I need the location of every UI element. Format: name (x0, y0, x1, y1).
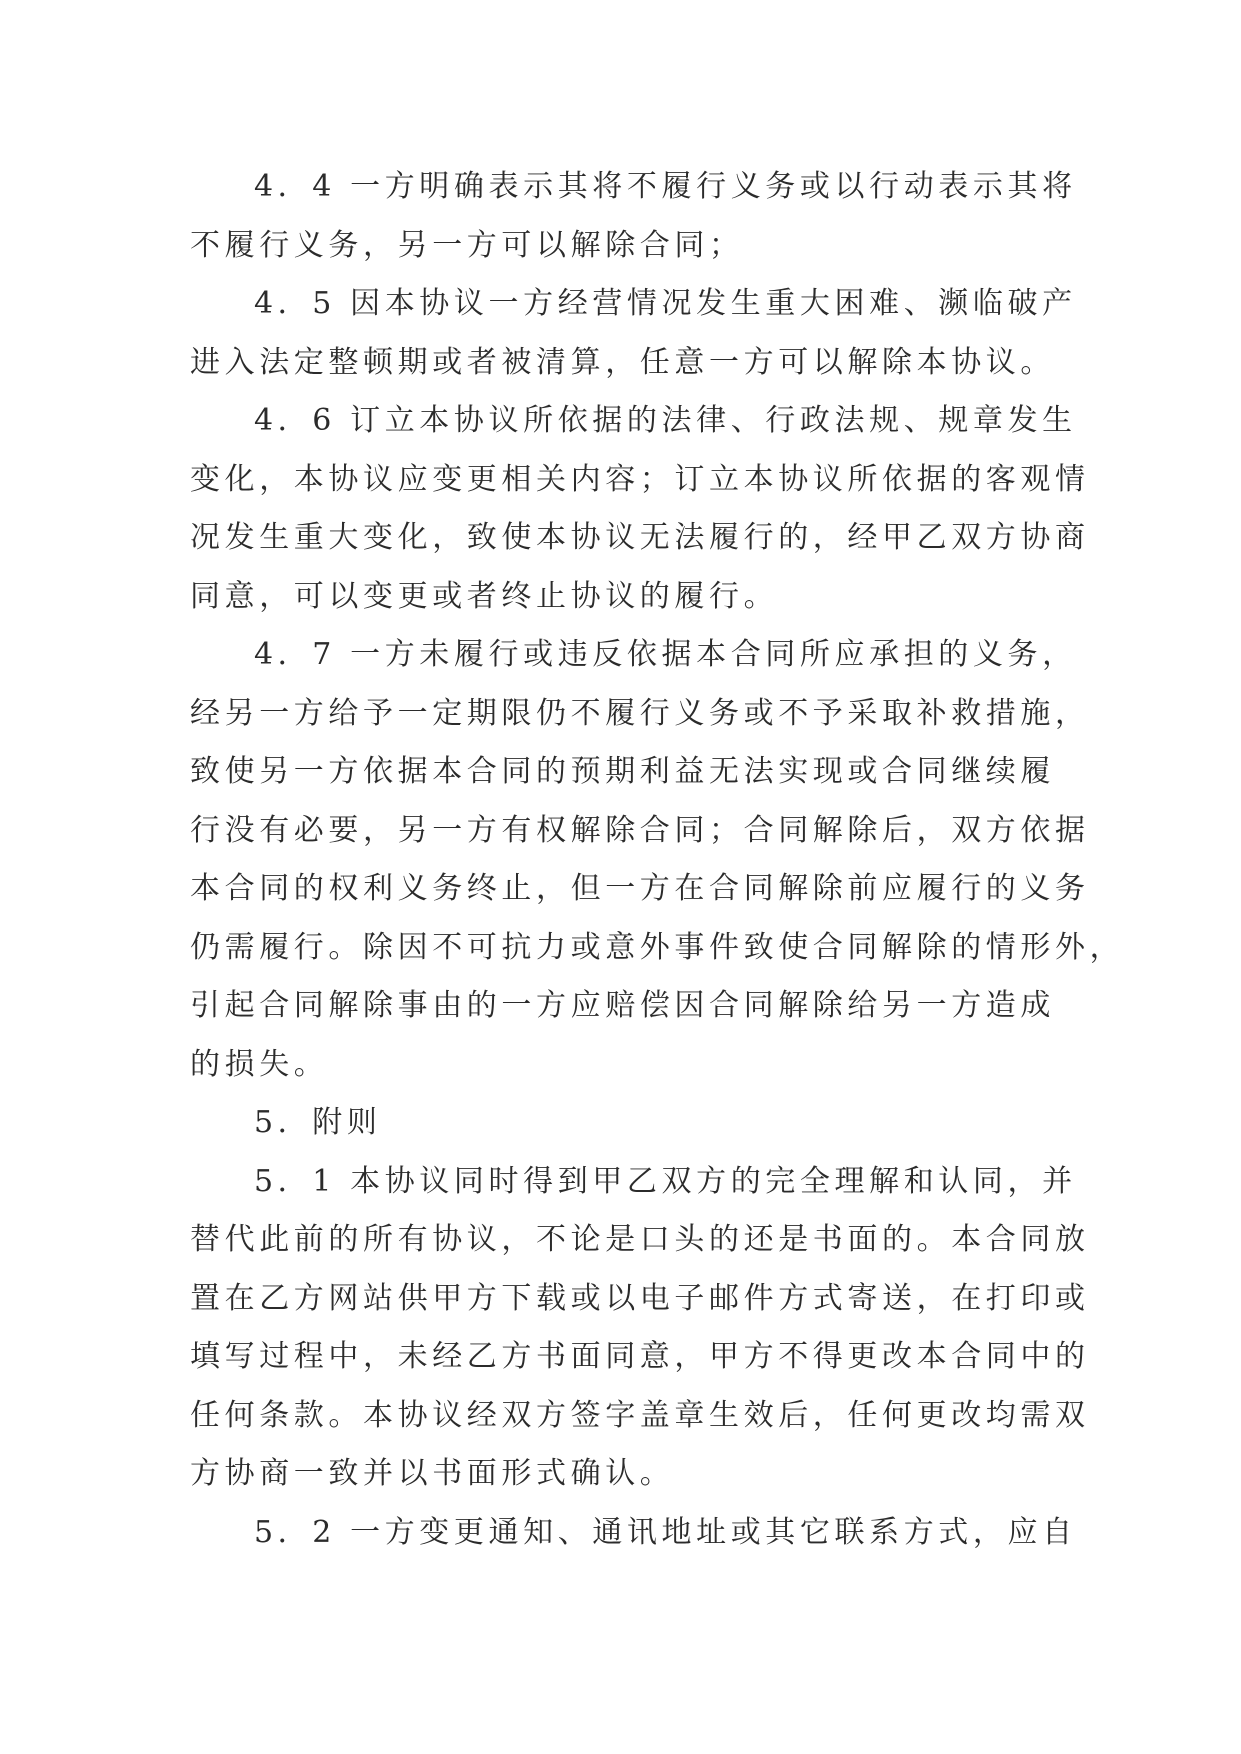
clause-4-6-line-4: 同意，可以变更或者终止协议的履行。 (190, 578, 779, 614)
clause-5-1-line-2: 替代此前的所有协议，不论是口头的还是书面的。本合同放 (190, 1222, 1090, 1257)
clause-4-7-line-1: 4．7 一方未履行或违反依据本合同所应承担的义务， (254, 637, 1077, 672)
clause-4-5-line-2: 进入法定整顿期或者被清算，任意一方可以解除本协议。 (190, 344, 1055, 380)
clause-4-4-line-1: 4．4 一方明确表示其将不履行义务或以行动表示其将 (254, 169, 1077, 204)
clause-4-7-line-3: 致使另一方依据本合同的预期利益无法实现或合同继续履 (190, 754, 1055, 789)
clause-4-6-line-3: 况发生重大变化，致使本协议无法履行的，经甲乙双方协商 (190, 520, 1090, 555)
clause-5-1-line-5: 任何条款。本协议经双方签字盖章生效后，任何更改均需双 (190, 1397, 1090, 1433)
clause-4-7-line-2: 经另一方给予一定期限仍不履行义务或不予采取补救措施， (190, 695, 1090, 731)
clause-5-1-line-1: 5．1 本协议同时得到甲乙双方的完全理解和认同，并 (254, 1163, 1077, 1199)
clause-4-7-line-8: 的损失。 (190, 1046, 329, 1082)
clause-5-1-line-4: 填写过程中，未经乙方书面同意，甲方不得更改本合同中的 (190, 1339, 1090, 1374)
document-body (190, 158, 1125, 1562)
clause-4-6-line-2: 变化，本协议应变更相关内容；订立本协议所依据的客观情 (190, 461, 1090, 497)
clause-5-2-line-1: 5．2 一方变更通知、通讯地址或其它联系方式，应自 (254, 1514, 1077, 1550)
clause-4-6-line-1: 4．6 订立本协议所依据的法律、行政法规、规章发生 (254, 403, 1077, 438)
section-5-heading: 5．附则 (254, 1105, 382, 1140)
clause-5-1-line-6: 方协商一致并以书面形式确认。 (190, 1456, 675, 1491)
clause-4-7-line-4: 行没有必要，另一方有权解除合同；合同解除后，双方依据 (190, 812, 1090, 848)
clause-5-1-line-3: 置在乙方网站供甲方下载或以电子邮件方式寄送，在打印或 (190, 1280, 1090, 1316)
clause-4-4-line-2: 不履行义务，另一方可以解除合同； (190, 227, 744, 263)
clause-4-7-line-7: 引起合同解除事由的一方应赔偿因合同解除给另一方造成 (190, 988, 1055, 1023)
clause-4-7-line-5: 本合同的权利义务终止，但一方在合同解除前应履行的义务 (190, 871, 1090, 906)
clause-4-7-line-6: 仍需履行。除因不可抗力或意外事件致使合同解除的情形外， (190, 929, 1125, 965)
clause-4-5-line-1: 4．5 因本协议一方经营情况发生重大困难、濒临破产 (254, 286, 1077, 321)
